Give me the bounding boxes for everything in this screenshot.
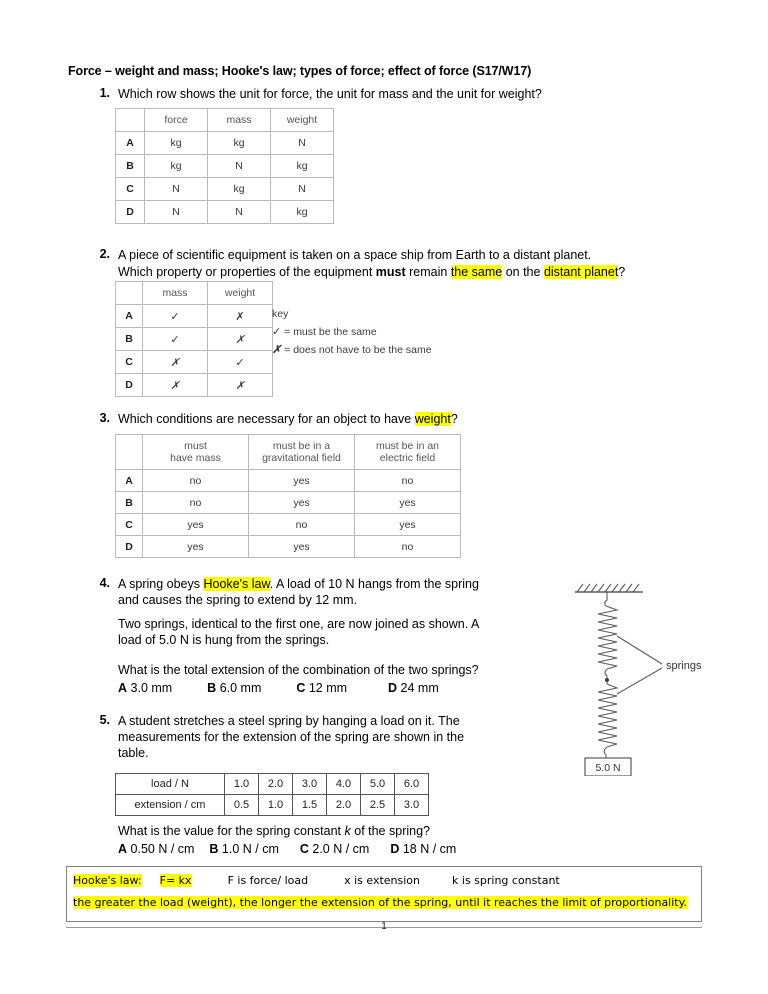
q2-text-c: on the (502, 265, 544, 279)
header-cell-mass: mass (143, 282, 208, 305)
row-label: C (116, 514, 143, 536)
springs-label: springs (666, 660, 702, 672)
table-q2-key-legend (272, 305, 432, 359)
summary-def-k: k is spring constant (452, 874, 560, 887)
question-2-line-2 (118, 264, 625, 281)
question-4-options (118, 680, 439, 697)
q2-emphasis-must: must (375, 265, 406, 279)
load-box-label: 5.0 N (595, 762, 621, 774)
header-cell-mass: mass (208, 109, 271, 132)
question-4-line-3: Two springs, identical to the first one, are now joined as shown. A (118, 617, 480, 631)
cell-mass: N (208, 201, 271, 224)
cell-extension: 3.0 (395, 795, 429, 816)
cell-must-have-mass: yes (143, 514, 249, 536)
question-3-number: 3. (99, 411, 110, 425)
cell-mass-symbol: ✗ (143, 351, 208, 374)
option-b[interactable] (207, 681, 261, 695)
question-2-line-1: A piece of scientific equipment is taken on a space ship from Earth to a distant planet. (118, 248, 592, 262)
leader-line-lower (617, 668, 662, 694)
row-label: B (116, 155, 145, 178)
cell-weight: N (271, 132, 334, 155)
header-line-1: must (184, 440, 207, 452)
leader-line-upper (617, 636, 662, 664)
option-d[interactable] (390, 842, 456, 856)
cell-mass: N (208, 155, 271, 178)
summary-statement: the greater the load (weight), the longer the extension of the spring, until it reaches the limit of proportionality. (73, 896, 688, 909)
cell-weight-symbol: ✗ (208, 374, 273, 397)
table-question-5 (115, 773, 429, 816)
tick-icon: ✓ (272, 326, 282, 338)
question-5-number: 5. (99, 713, 110, 727)
row-label: A (116, 305, 143, 328)
key-tick-label: = must be the same (284, 326, 377, 338)
q5-symbol-k: k (344, 824, 351, 838)
cell-electric-field: yes (355, 492, 461, 514)
cell-gravitational-field: yes (249, 536, 355, 558)
row-label-extension: extension / cm (116, 795, 225, 816)
row-label: D (116, 374, 143, 397)
cell-extension: 2.5 (361, 795, 395, 816)
header-cell-weight: weight (208, 282, 273, 305)
page-title: Force – weight and mass; Hooke's law; types of force; effect of force (S17/W17) (68, 64, 532, 78)
cell-must-have-mass: no (143, 470, 249, 492)
cell-gravitational-field: yes (249, 492, 355, 514)
header-cell-force: force (145, 109, 208, 132)
q2-text-d: ? (618, 265, 626, 279)
table-row (116, 201, 334, 224)
table-row (116, 155, 334, 178)
cell-load: 4.0 (327, 774, 361, 795)
cell-weight: N (271, 178, 334, 201)
summary-line-2 (73, 896, 695, 909)
question-1-text: Which row shows the unit for force, the unit for mass and the unit for weight? (118, 87, 542, 101)
cell-load: 2.0 (259, 774, 293, 795)
q3-text-b: ? (450, 412, 458, 426)
option-c-value: 2.0 N / cm (312, 842, 370, 856)
option-b-value: 6.0 mm (219, 681, 262, 695)
key-cross-label: = does not have to be the same (284, 344, 432, 356)
cell-extension: 1.0 (259, 795, 293, 816)
q2-text-a: Which property or properties of the equipment (118, 265, 376, 279)
cell-extension: 2.0 (327, 795, 361, 816)
row-label: C (116, 351, 143, 374)
header-cell-electric-field (355, 435, 461, 470)
cell-must-have-mass: no (143, 492, 249, 514)
table-row (116, 492, 461, 514)
cell-force: kg (145, 132, 208, 155)
table-row (116, 328, 273, 351)
cell-load: 6.0 (395, 774, 429, 795)
row-label: D (116, 536, 143, 558)
question-3-text (118, 411, 458, 428)
cell-weight-symbol: ✗ (208, 328, 273, 351)
table-row (116, 178, 334, 201)
table-row (116, 514, 461, 536)
option-c[interactable] (300, 842, 369, 856)
summary-def-f: F is force/ load (227, 874, 309, 887)
table-row (116, 351, 273, 374)
table-row-load (116, 774, 429, 795)
option-d-value: 24 mm (400, 681, 439, 695)
cross-icon: ✗ (272, 344, 282, 356)
key-tick-row (272, 323, 432, 341)
row-label: D (116, 201, 145, 224)
option-a-letter: A (118, 842, 128, 856)
cell-load: 1.0 (225, 774, 259, 795)
q5-text-b: of the spring? (350, 824, 430, 838)
key-cross-row (272, 341, 432, 359)
option-d[interactable] (388, 681, 439, 695)
option-c-value: 12 mm (308, 681, 348, 695)
option-a-value: 0.50 N / cm (130, 842, 195, 856)
cell-load: 5.0 (361, 774, 395, 795)
cell-mass-symbol: ✗ (143, 374, 208, 397)
table-row (116, 374, 273, 397)
header-cell-gravitational-field (249, 435, 355, 470)
option-b-letter: B (209, 842, 219, 856)
q3-highlight-weight: weight (414, 412, 451, 426)
header-cell-blank (116, 282, 143, 305)
q5-text-a: What is the value for the spring constant (118, 824, 345, 838)
row-label: A (116, 132, 145, 155)
table-header-row (116, 282, 273, 305)
table-header-row (116, 435, 461, 470)
header-line-1: must be in a (272, 440, 331, 452)
table-row (116, 305, 273, 328)
header-cell-weight: weight (271, 109, 334, 132)
table-row (116, 470, 461, 492)
row-label: A (116, 470, 143, 492)
q3-text-a: Which conditions are necessary for an object to have (118, 412, 415, 426)
spring-diagram-svg (565, 576, 750, 776)
header-line-2: have mass (170, 452, 221, 464)
question-5-line-2: measurements for the extension of the spring are shown in the (118, 730, 465, 744)
hookes-law-summary-box (66, 866, 702, 922)
question-5-line-1: A student stretches a steel spring by hanging a load on it. The (118, 714, 460, 728)
question-4-line-2: and causes the spring to extend by 12 mm. (118, 593, 358, 607)
cell-extension: 0.5 (225, 795, 259, 816)
cell-force: kg (145, 155, 208, 178)
option-d-letter: D (388, 681, 398, 695)
question-2-number: 2. (99, 247, 110, 261)
spring-lower (598, 684, 617, 747)
cell-weight: kg (271, 155, 334, 178)
header-cell-blank (116, 109, 145, 132)
spring-diagram (565, 576, 750, 776)
summary-formula: F= kx (159, 874, 192, 887)
cell-force: N (145, 201, 208, 224)
header-line-1: must be in an (375, 440, 440, 452)
option-c-letter: C (296, 681, 306, 695)
question-1-number: 1. (99, 86, 110, 100)
row-label: B (116, 328, 143, 351)
option-b[interactable] (209, 842, 278, 856)
q4-text-a: A spring obeys (118, 577, 204, 591)
cell-electric-field: no (355, 536, 461, 558)
question-5-prompt (118, 823, 430, 840)
option-a-letter: A (118, 681, 128, 695)
option-b-value: 1.0 N / cm (221, 842, 279, 856)
key-title: key (272, 308, 289, 320)
q2-highlight-distant-planet: distant planet (543, 265, 619, 279)
question-4-line-4: load of 5.0 N is hung from the springs. (118, 633, 330, 647)
cell-force: N (145, 178, 208, 201)
q2-highlight-the-same: the same (450, 265, 503, 279)
cell-electric-field: yes (355, 514, 461, 536)
table-row (116, 132, 334, 155)
cell-mass: kg (208, 178, 271, 201)
page-number: 1 (381, 921, 387, 932)
row-label-load: load / N (116, 774, 225, 795)
cell-weight-symbol: ✓ (208, 351, 273, 374)
table-row (116, 536, 461, 558)
table-row-extension (116, 795, 429, 816)
summary-def-x: x is extension (344, 874, 421, 887)
q2-text-b: remain (405, 265, 451, 279)
cell-extension: 1.5 (293, 795, 327, 816)
option-d-letter: D (390, 842, 400, 856)
option-b-letter: B (207, 681, 217, 695)
option-a[interactable] (118, 842, 194, 856)
option-a-value: 3.0 mm (130, 681, 173, 695)
cell-mass-symbol: ✓ (143, 328, 208, 351)
cell-mass: kg (208, 132, 271, 155)
option-c[interactable] (296, 681, 347, 695)
summary-line-1 (73, 874, 695, 887)
table-header-row (116, 109, 334, 132)
summary-law-name: Hooke's law: (73, 874, 142, 887)
cell-electric-field: no (355, 470, 461, 492)
question-5-options (118, 841, 456, 858)
question-5-line-3: table. (118, 746, 149, 760)
cell-load: 3.0 (293, 774, 327, 795)
cell-gravitational-field: no (249, 514, 355, 536)
table-question-3 (115, 434, 461, 558)
header-line-2: electric field (379, 452, 436, 464)
question-4-line-1 (118, 576, 479, 593)
header-cell-must-have-mass (143, 435, 249, 470)
header-line-2: gravitational field (262, 452, 341, 464)
table-question-1 (115, 108, 334, 224)
cell-gravitational-field: yes (249, 470, 355, 492)
q4-text-b: . A load of 10 N hangs from the spring (269, 577, 479, 591)
cell-mass-symbol: ✓ (143, 305, 208, 328)
cell-weight: kg (271, 201, 334, 224)
q4-highlight-hookes-law: Hooke's law (203, 577, 270, 591)
option-d-value: 18 N / cm (402, 842, 457, 856)
table-question-2 (115, 281, 273, 397)
spring-upper (598, 606, 617, 669)
question-4-number: 4. (99, 576, 110, 590)
row-label: C (116, 178, 145, 201)
option-a[interactable] (118, 681, 172, 695)
cell-weight-symbol: ✗ (208, 305, 273, 328)
question-4-line-5: What is the total extension of the combination of the two springs? (118, 663, 479, 677)
header-cell-blank (116, 435, 143, 470)
junction-dot (605, 678, 609, 682)
option-c-letter: C (299, 842, 309, 856)
row-label: B (116, 492, 143, 514)
cell-must-have-mass: yes (143, 536, 249, 558)
